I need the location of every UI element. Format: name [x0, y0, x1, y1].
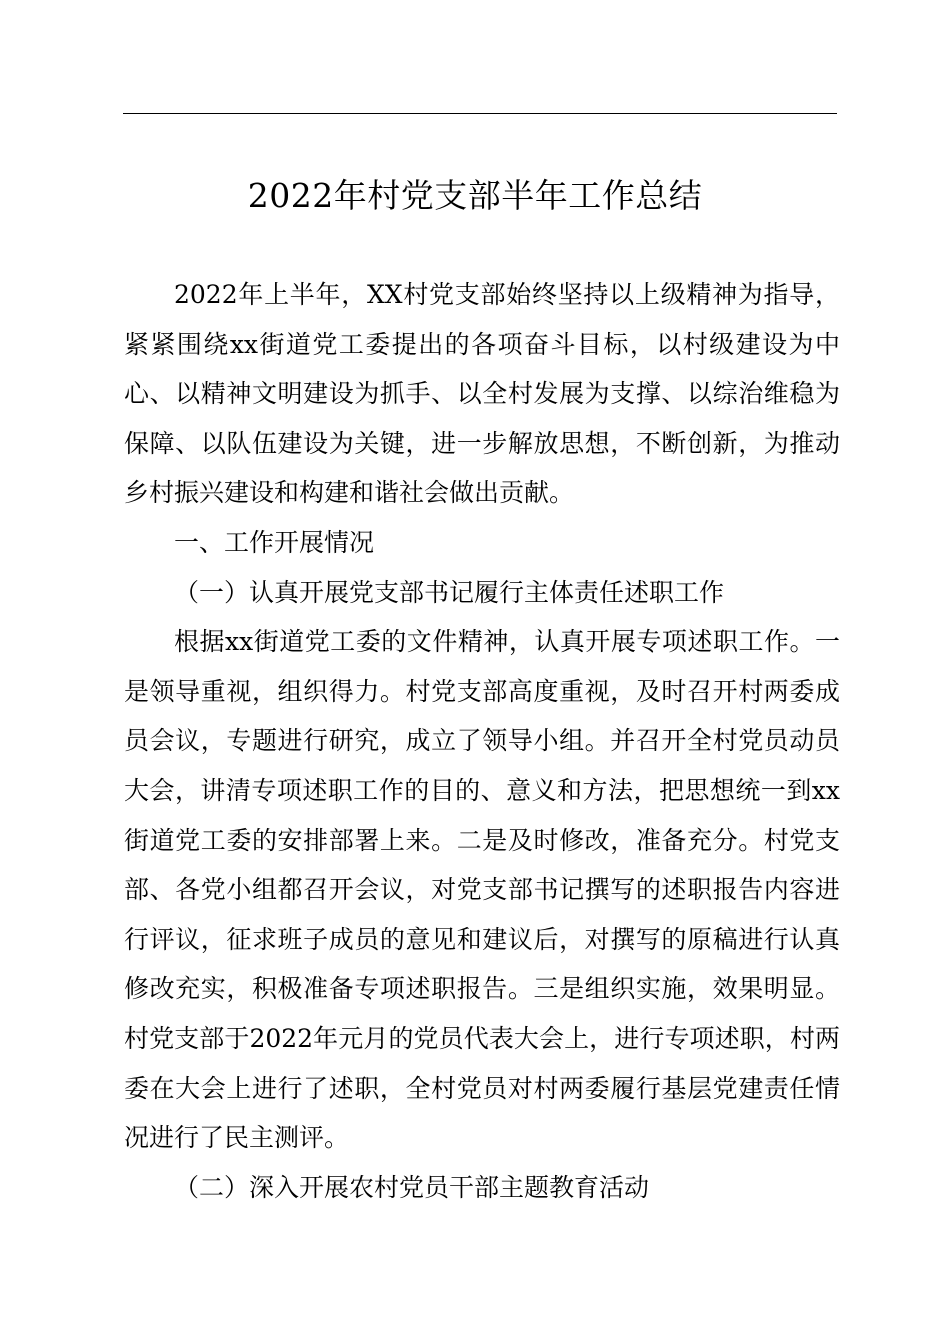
intro-paragraph: 2022年上半年，XX村党支部始终坚持以上级精神为指导，紧紧围绕xx街道党工委提出的各项奋斗目标，以村级建设为中心、以精神文明建设为抓手、以全村发展为支撑、以综治维稳为保障、以队伍建设为关键，进一步解放思想，不断创新，为推动乡村振兴建设和构建和谐社会做出贡献。 — [124, 280, 840, 508]
header-rule — [123, 113, 837, 114]
section-heading-1: 一、工作开展情况 — [174, 527, 375, 557]
subsection-1-paragraph: 根据xx街道党工委的文件精神，认真开展专项述职工作。一是领导重视，组织得力。村党支部高度重视，及时召开村两委成员会议，专题进行研究，成立了领导小组。并召开全村党员动员大会，讲清专项述职工作的目的、意义和方法，把思想统一到xx街道党工委的安排部署上来。二是及时修改，准备充分。村党支部、各党小组都召开会议，对党支部书记撰写的述职报告内容进行评议，征求班子成员的意见和建议后，对撰写的原稿进行认真修改充实，积极准备专项述职报告。三是组织实施，效果明显。村党支部于2022年元月的党员代表大会上，进行专项述职，村两委在大会上进行了述职，全村党员对村两委履行基层党建责任情况进行了民主测评。 — [124, 627, 840, 1153]
subsection-heading-2: （二）深入开展农村党员干部主题教育活动 — [174, 1172, 650, 1202]
document-body — [124, 270, 840, 1212]
document-title: 2022年村党支部半年工作总结 — [247, 176, 703, 215]
subsection-heading-1: （一）认真开展党支部书记履行主体责任述职工作 — [174, 577, 725, 607]
